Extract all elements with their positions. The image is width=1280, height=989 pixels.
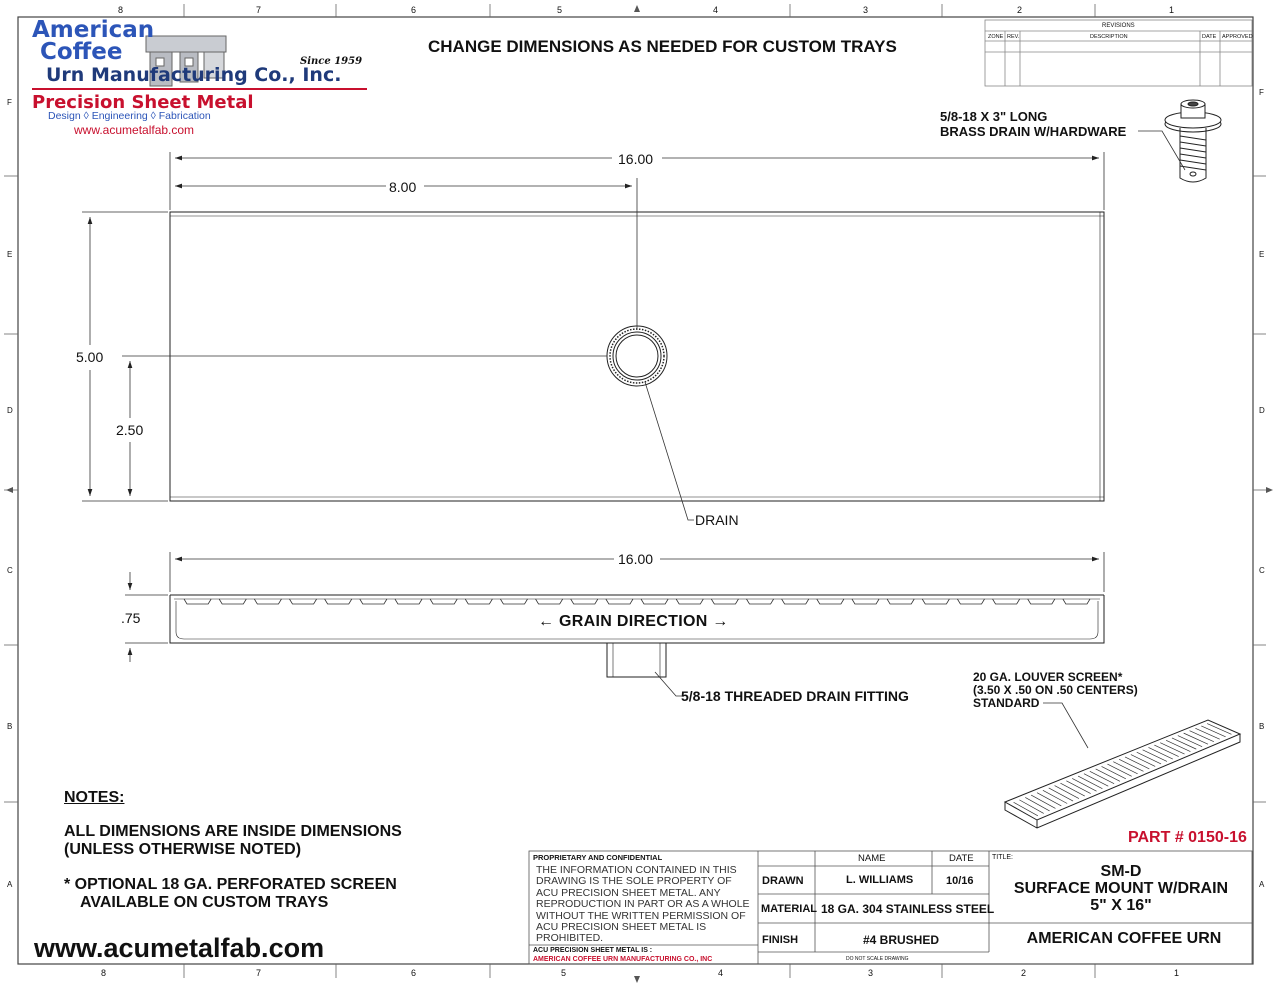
row-label: E [1259, 250, 1265, 259]
louver-slot [1078, 776, 1102, 789]
proprietary-line: REPRODUCTION IN PART OR AS A WHOLE [536, 898, 750, 911]
louver-bump [289, 599, 316, 604]
louver-slot [1072, 778, 1096, 791]
louver-slot [1131, 755, 1155, 767]
material-label: MATERIAL [761, 903, 818, 915]
col-label: 4 [713, 5, 719, 15]
louver-slot [1166, 740, 1190, 751]
row-label: C [7, 566, 13, 575]
note-1-line2: (UNLESS OTHERWISE NOTED) [64, 841, 302, 858]
louver-bump [922, 599, 949, 604]
logo-divider [32, 88, 367, 90]
louver-bump [465, 599, 492, 604]
louver-slot [1178, 736, 1202, 747]
col-label: 2 [1021, 968, 1027, 978]
louver-bump [852, 599, 879, 604]
note-2-line1: * OPTIONAL 18 GA. PERFORATED SCREEN [64, 876, 397, 893]
louver-slot [1031, 795, 1055, 808]
louver-bump [184, 599, 211, 604]
proprietary-line: DRAWING IS THE SOLE PROPERTY OF [536, 875, 732, 888]
louver-callout [973, 671, 1138, 710]
proprietary-line: WITHOUT THE WRITTEN PERMISSION OF [536, 909, 746, 922]
grain-direction-label: ← GRAIN DIRECTION → [538, 613, 729, 630]
fitting-label: 5/8-18 THREADED DRAIN FITTING [681, 688, 909, 704]
title-line2: SURFACE MOUNT W/DRAIN [1013, 880, 1229, 897]
rev-col-zone: ZONE [988, 34, 1004, 40]
col-label: 6 [411, 968, 417, 978]
revisions-table [985, 20, 1252, 86]
customer-name: AMERICAN COFFEE URN [1026, 930, 1222, 947]
col-label: 5 [561, 968, 567, 978]
col-label: 6 [411, 5, 417, 15]
louver-bump [957, 599, 984, 604]
louver-slot [1143, 750, 1167, 762]
row-label: A [1259, 880, 1265, 889]
louver-slot [1060, 783, 1084, 796]
drawn-label: DRAWN [762, 875, 804, 887]
louver-slot [1125, 757, 1149, 769]
louver-slot [1154, 745, 1178, 757]
louver-line3: STANDARD [973, 696, 1040, 710]
finish-label: FINISH [762, 934, 799, 946]
col-label: 1 [1169, 5, 1175, 15]
louver-slot [1055, 786, 1079, 799]
louver-slot [1090, 771, 1114, 783]
brass-drain-leader [1138, 131, 1185, 170]
louver-slot [1148, 747, 1172, 759]
name-header: NAME [858, 853, 886, 864]
louver-bump [746, 599, 773, 604]
note-2-line2: AVAILABLE ON CUSTOM TRAYS [80, 894, 329, 911]
note-2 [64, 876, 397, 912]
fitting-leader [655, 672, 682, 696]
col-label: 3 [868, 968, 874, 978]
title-header: TITLE: [992, 854, 1014, 861]
louver-slot [1195, 728, 1219, 739]
proprietary-line: THE INFORMATION CONTAINED IN THIS [536, 864, 737, 876]
louver-bump [325, 599, 352, 604]
logo-urn-manufacturing: Urn Manufacturing Co., Inc. [46, 64, 342, 86]
dim-width: 5.00 [76, 349, 104, 365]
louver-slot [1107, 764, 1131, 776]
acu-company: AMERICAN COFFEE URN MANUFACTURING CO., INC [533, 956, 713, 963]
row-label: E [7, 250, 13, 259]
louver-slot [1137, 752, 1161, 764]
louver-slot [1019, 800, 1043, 814]
louver-slot [1102, 766, 1126, 778]
proprietary-text [536, 865, 750, 945]
logo-coffee: Coffee [40, 39, 123, 65]
brass-drain-line2: BRASS DRAIN W/HARDWARE [940, 124, 1127, 139]
col-label: 2 [1017, 5, 1023, 15]
logo-division: Precision Sheet Metal [32, 92, 254, 113]
date-header: DATE [949, 853, 974, 864]
louver-bump [606, 599, 633, 604]
louver-slot [1190, 731, 1214, 742]
proprietary-line: ACU PRECISION SHEET METAL. ANY [536, 886, 721, 899]
louver-bump [641, 599, 668, 604]
row-label: D [7, 406, 13, 415]
note-1 [64, 823, 402, 859]
drawn-date: 10/16 [946, 875, 974, 887]
rev-col-rev: REV. [1007, 34, 1020, 40]
drawn-name: L. WILLIAMS [846, 874, 914, 886]
rev-col-date: DATE [1202, 34, 1217, 40]
col-label: 7 [256, 5, 262, 15]
proprietary-line: ACU PRECISION SHEET METAL IS [536, 921, 707, 934]
company-logo [32, 17, 372, 140]
row-label: B [7, 722, 13, 731]
col-label: 3 [863, 5, 869, 15]
logo-since: Since 1959 [300, 56, 363, 67]
row-label: F [1259, 88, 1264, 97]
col-label: 8 [118, 5, 124, 15]
brass-drain-line1: 5/8-18 X 3" LONG [940, 109, 1048, 124]
website-large: www.acumetalfab.com [34, 933, 325, 963]
part-number: PART # 0150-16 [1128, 829, 1247, 846]
title-line1: SM-D [1100, 863, 1142, 880]
louver-slot [1084, 774, 1108, 787]
louver-bump [711, 599, 738, 604]
col-label: 8 [101, 968, 107, 978]
col-label: 7 [256, 968, 262, 978]
notes-heading: NOTES: [64, 789, 125, 806]
louver-line2: (3.50 X .50 ON .50 CENTERS) [973, 683, 1138, 697]
louver-bump [993, 599, 1020, 604]
louver-slots [1014, 724, 1232, 816]
louver-bump [887, 599, 914, 604]
drain-label: DRAIN [695, 512, 739, 528]
louver-bump [782, 599, 809, 604]
revisions-title: REVISIONS [1102, 23, 1135, 29]
louver-slot [1160, 743, 1184, 754]
rev-col-description: DESCRIPTION [1090, 34, 1128, 40]
drawing-title [990, 863, 1252, 914]
logo-services: Design ◊ Engineering ◊ Fabrication [48, 110, 211, 122]
note-1-line1: ALL DIMENSIONS ARE INSIDE DIMENSIONS [64, 823, 402, 840]
louver-slot [1025, 797, 1049, 810]
louver-slot [1043, 790, 1067, 803]
louver-bumps [184, 599, 1090, 604]
louver-slot [1049, 788, 1073, 801]
top-dimension-lines [82, 152, 1104, 501]
louver-line1: 20 GA. LOUVER SCREEN* [973, 670, 1123, 684]
col-label: 4 [718, 968, 724, 978]
louver-slot [1201, 726, 1225, 737]
row-label: A [7, 880, 13, 889]
header-note: CHANGE DIMENSIONS AS NEEDED FOR CUSTOM TRAYS [428, 37, 897, 56]
louver-bump [1063, 599, 1090, 604]
drain-leader [645, 382, 694, 520]
logo-url: www.acumetalfab.com [74, 123, 195, 137]
louver-slot [1113, 762, 1137, 774]
row-label: F [7, 98, 12, 107]
louver-bump [676, 599, 703, 604]
louver-slot [1096, 769, 1120, 781]
material-value: 18 GA. 304 STAINLESS STEEL [821, 902, 995, 916]
brass-drain-callout [940, 109, 1126, 139]
rev-col-approved: APPROVED [1222, 34, 1253, 40]
col-label: 1 [1174, 968, 1180, 978]
louver-bump [219, 599, 246, 604]
side-dimension-lines [125, 552, 1104, 662]
brass-drain-illustration [1165, 100, 1221, 182]
drain-hole [607, 326, 667, 386]
do-not-scale: DO NOT SCALE DRAWING [846, 956, 909, 962]
side-view [170, 595, 1104, 677]
col-label: 5 [557, 5, 563, 15]
louver-slot [1184, 733, 1208, 744]
row-label: D [1259, 406, 1265, 415]
louver-bump [1028, 599, 1055, 604]
dim-side-length: 16.00 [618, 551, 654, 567]
louver-bump [536, 599, 563, 604]
louver-bump [817, 599, 844, 604]
louver-slot [1119, 759, 1143, 771]
louver-bump [571, 599, 598, 604]
logo-american: American [32, 17, 155, 43]
dim-half-width: 2.50 [116, 422, 144, 438]
finish-value: #4 BRUSHED [863, 933, 940, 947]
louver-slot [1172, 738, 1196, 749]
row-label: B [1259, 722, 1265, 731]
louver-slot [1066, 781, 1090, 794]
proprietary-line: PROHIBITED. [536, 932, 604, 945]
dim-height: .75 [121, 610, 141, 626]
acu-line: ACU PRECISION SHEET METAL IS : [533, 947, 653, 954]
louver-bump [395, 599, 422, 604]
dim-top-length: 16.00 [618, 151, 654, 167]
dim-half-length: 8.00 [389, 179, 417, 195]
louver-bump [500, 599, 527, 604]
title-line3: 5" X 16" [1090, 897, 1152, 914]
louver-bump [430, 599, 457, 604]
proprietary-heading: PROPRIETARY AND CONFIDENTIAL [533, 853, 663, 862]
louver-bump [360, 599, 387, 604]
louver-bump [254, 599, 281, 604]
row-label: C [1259, 566, 1265, 575]
louver-slot [1037, 793, 1061, 806]
